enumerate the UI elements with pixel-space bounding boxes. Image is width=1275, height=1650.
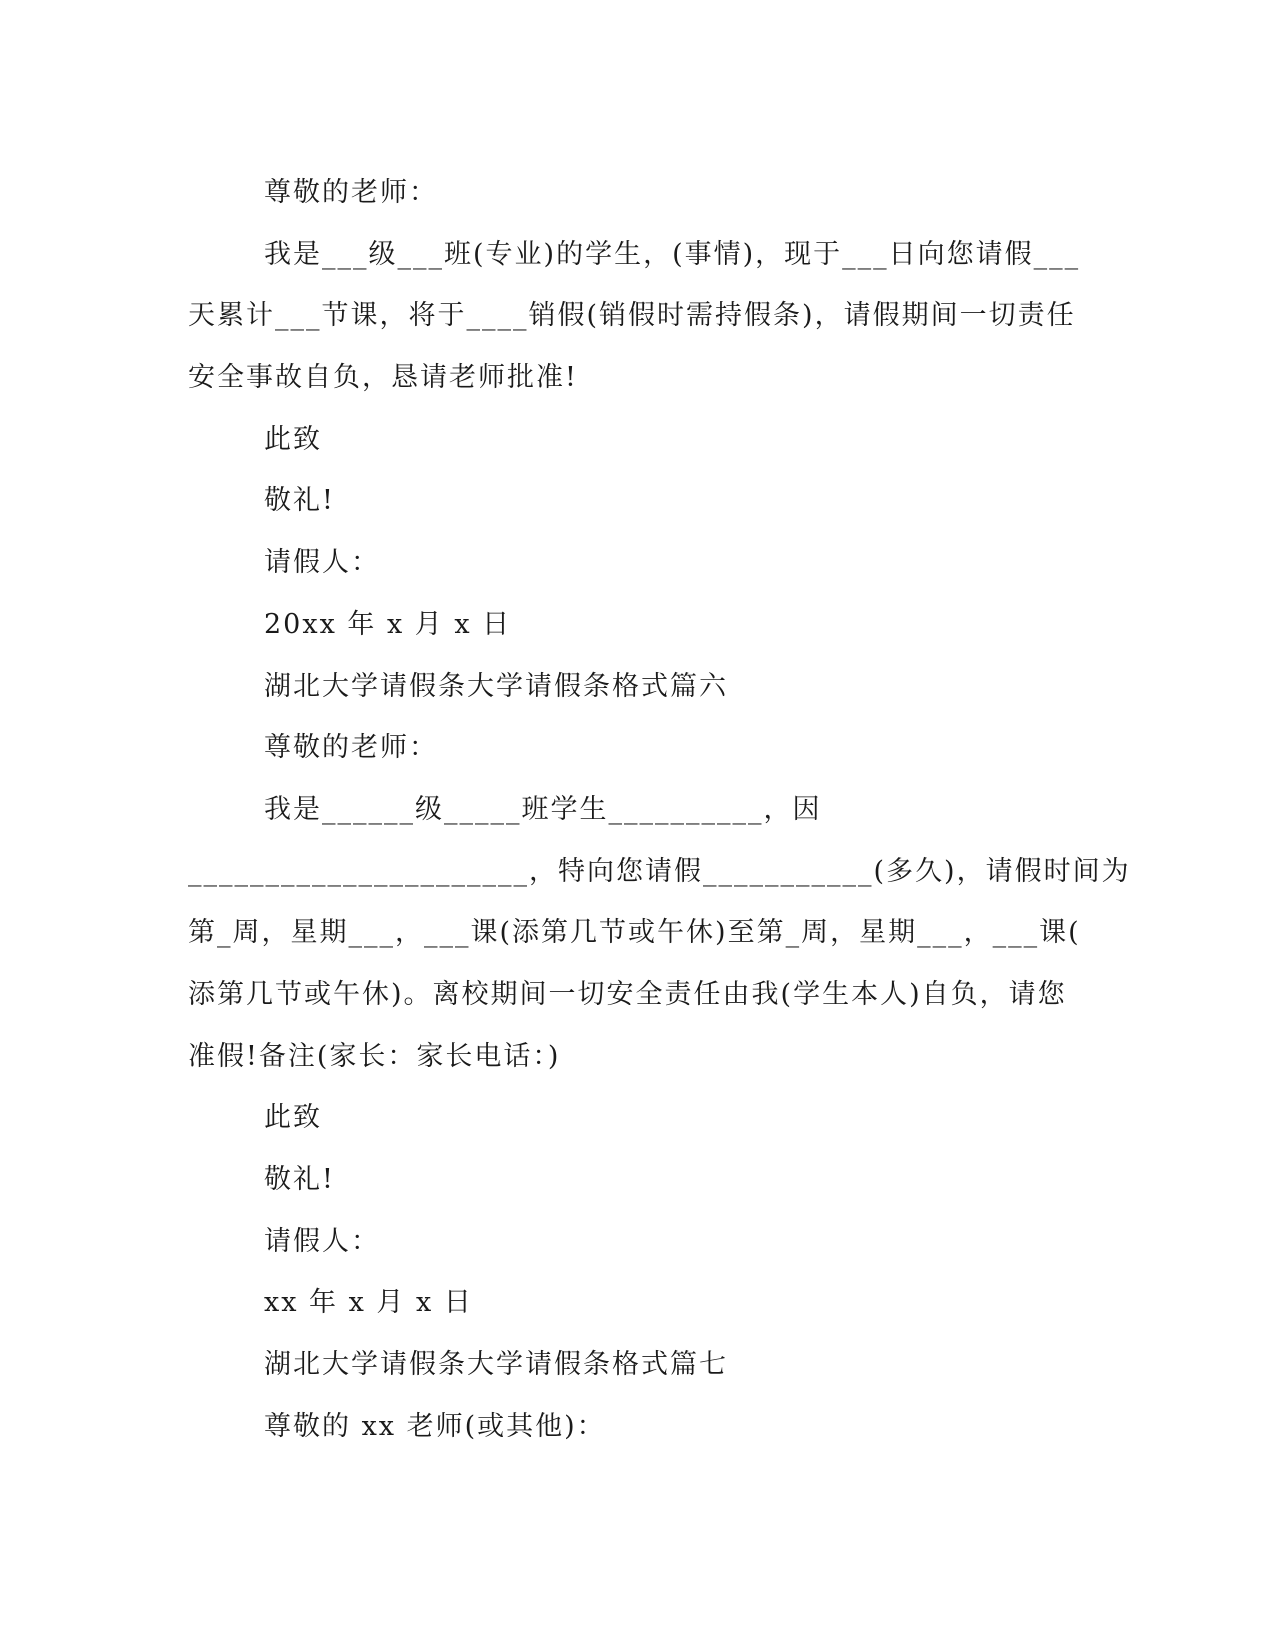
text-line: 敬礼! [264,485,335,517]
text-line: ______________________，特向您请假___________(多久)，请假时间为 [188,855,1131,887]
text-line: 请假人： [264,1225,380,1257]
section-heading: 湖北大学请假条大学请假条格式篇六 [264,670,728,702]
document-body [188,162,1131,1457]
text-line: 尊敬的 xx 老师(或其他)： [264,1410,606,1442]
text-line: 尊敬的老师： [264,177,438,208]
text-line: 我是___级___班(专业)的学生，(事情)，现于___日向您请假___ [264,238,1081,270]
text-line: 此致 [264,1102,322,1134]
text-line: 此致 [264,423,322,455]
text-line: 添第几节或午休)。离校期间一切安全责任由我(学生本人)自负，请您 [188,978,1067,1010]
text-line: 请假人： [264,547,380,579]
text-line: 天累计___节课，将于____销假(销假时需持假条)，请假期间一切责任 [188,300,1076,332]
text-line: 20xx 年 x 月 x 日 [264,608,512,640]
section-heading: 湖北大学请假条大学请假条格式篇七 [264,1349,728,1381]
text-line: xx 年 x 月 x 日 [264,1287,473,1319]
text-line: 第_周，星期___，___课(添第几节或午休)至第_周，星期___，___课( [188,917,1081,949]
text-line: 尊敬的老师： [264,732,438,764]
text-line: 安全事故自负，恳请老师批准! [188,362,578,394]
text-line: 我是______级_____班学生__________，因 [264,793,822,825]
text-line: 敬礼! [264,1164,335,1195]
text-line: 准假!备注(家长：家长电话：) [188,1040,561,1072]
